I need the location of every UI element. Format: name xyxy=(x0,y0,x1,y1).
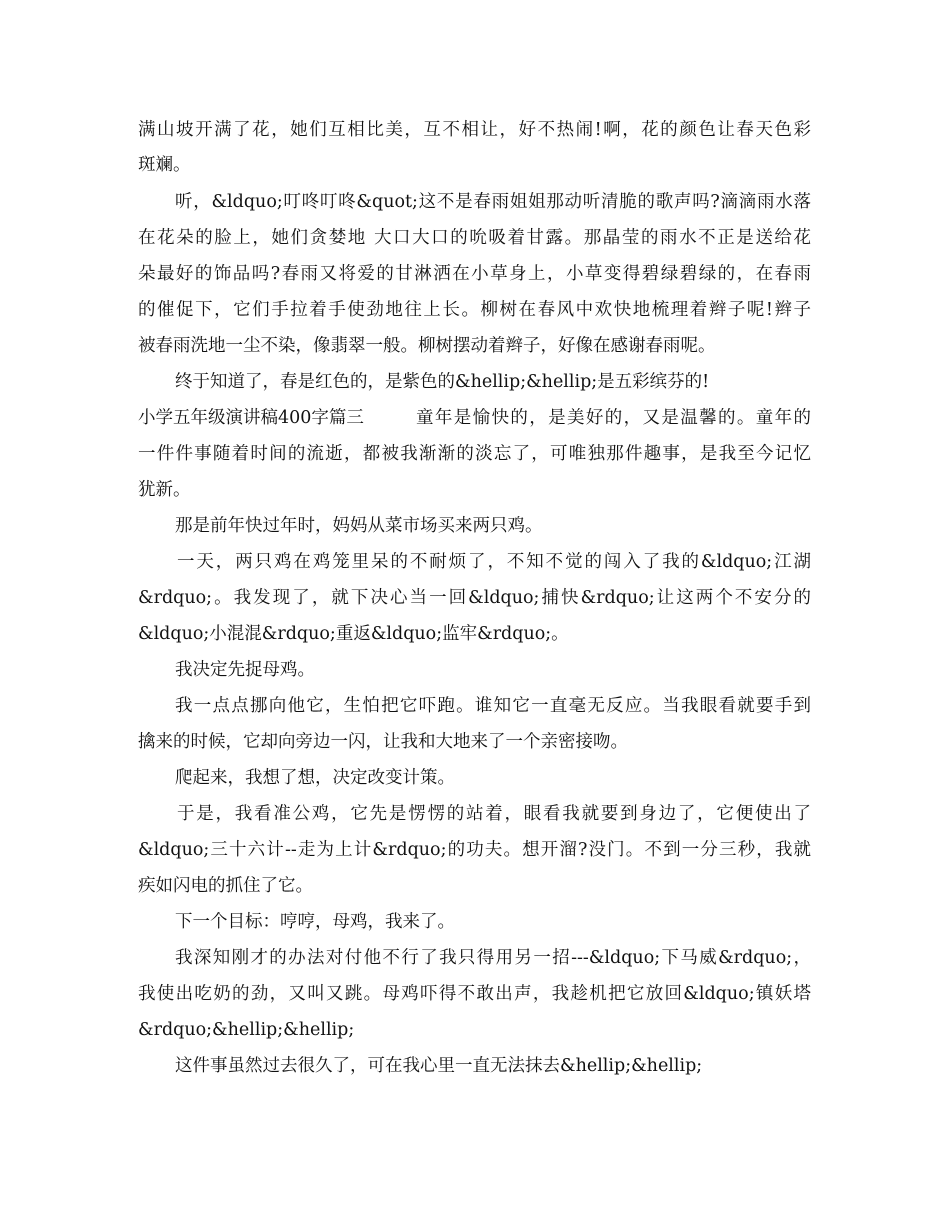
text-line: 满山坡开满了花，她们互相比美，互不相让，好不热闹!啊，花的颜色让春天色彩 xyxy=(138,120,811,140)
text-line: 我一点点挪向他它，生怕把它吓跑。谁知它一直毫无反应。当我眼看就要手到 xyxy=(175,696,811,716)
section-heading: 小学五年级演讲稿400字篇三 xyxy=(138,408,364,428)
text-line: 被春雨洗地一尘不染，像翡翠一般。柳树摆动着辫子，好像在感谢春雨呢。 xyxy=(138,336,716,356)
text-line: 终于知道了，春是红色的，是紫色的&hellip;&hellip;是五彩缤芬的! xyxy=(175,372,710,392)
text-line: 我深知刚才的办法对付他不行了我只得用另一招---&ldquo;下马威&rdquo;， xyxy=(175,948,811,968)
text-line: &rdquo;。我发现了，就下决心当一回&ldquo;捕快&rdquo;让这两个不安分的 xyxy=(138,588,811,608)
text-line: 爬起来，我想了想，决定改变计策。 xyxy=(175,768,455,788)
text-line: 朵最好的饰品吗?春雨又将爱的甘淋洒在小草身上，小草变得碧绿碧绿的，在春雨 xyxy=(138,264,811,284)
text-line: 的催促下，它们手拉着手使劲地往上长。柳树在春风中欢快地梳理着辫子呢!辫子 xyxy=(138,300,811,320)
text-line: 在花朵的脸上，她们贪婪地 大口大口的吮吸着甘露。那晶莹的雨水不正是送给花 xyxy=(138,228,811,248)
text-line: 这件事虽然过去很久了，可在我心里一直无法抹去&hellip;&hellip; xyxy=(175,1056,703,1076)
text-line: &ldquo;三十六计--走为上计&rdquo;的功夫。想开溜?没门。不到一分三秒，我就 xyxy=(138,840,811,860)
text-line: 我使出吃奶的劲，又叫又跳。母鸡吓得不敢出声，我趁机把它放回&ldquo;镇妖塔 xyxy=(138,984,811,1004)
text-line: &ldquo;小混混&rdquo;重返&ldquo;监牢&rdquo;。 xyxy=(138,624,569,644)
text-line: 一天，两只鸡在鸡笼里呆的不耐烦了，不知不觉的闯入了我的&ldquo;江湖 xyxy=(177,552,811,572)
text-line: 童年是愉快的，是美好的，又是温馨的。童年的 xyxy=(416,408,811,428)
text-line: 我决定先捉母鸡。 xyxy=(175,660,315,680)
text-line: 一件件事随着时间的流逝，都被我渐渐的淡忘了，可唯独那件趣事，是我至今记忆 xyxy=(138,444,811,464)
text-line: 下一个目标：哼哼，母鸡，我来了。 xyxy=(175,912,455,932)
text-line: 那是前年快过年时，妈妈从菜市场买来两只鸡。 xyxy=(175,516,543,536)
text-line: 斑斓。 xyxy=(138,155,191,175)
text-line: &rdquo;&hellip;&hellip; xyxy=(138,1020,355,1040)
text-line: 擒来的时候，它却向旁边一闪，让我和大地来了一个亲密接吻。 xyxy=(138,732,628,752)
text-line: 于是，我看准公鸡，它先是愣愣的站着，眼看我就要到身边了，它便使出了 xyxy=(177,804,811,824)
text-line: 犹新。 xyxy=(138,480,191,500)
text-line: 听，&ldquo;叮咚叮咚&quot;这不是春雨姐姐那动听清脆的歌声吗?滴滴雨水落 xyxy=(175,192,811,212)
text-line: 疾如闪电的抓住了它。 xyxy=(138,876,313,896)
